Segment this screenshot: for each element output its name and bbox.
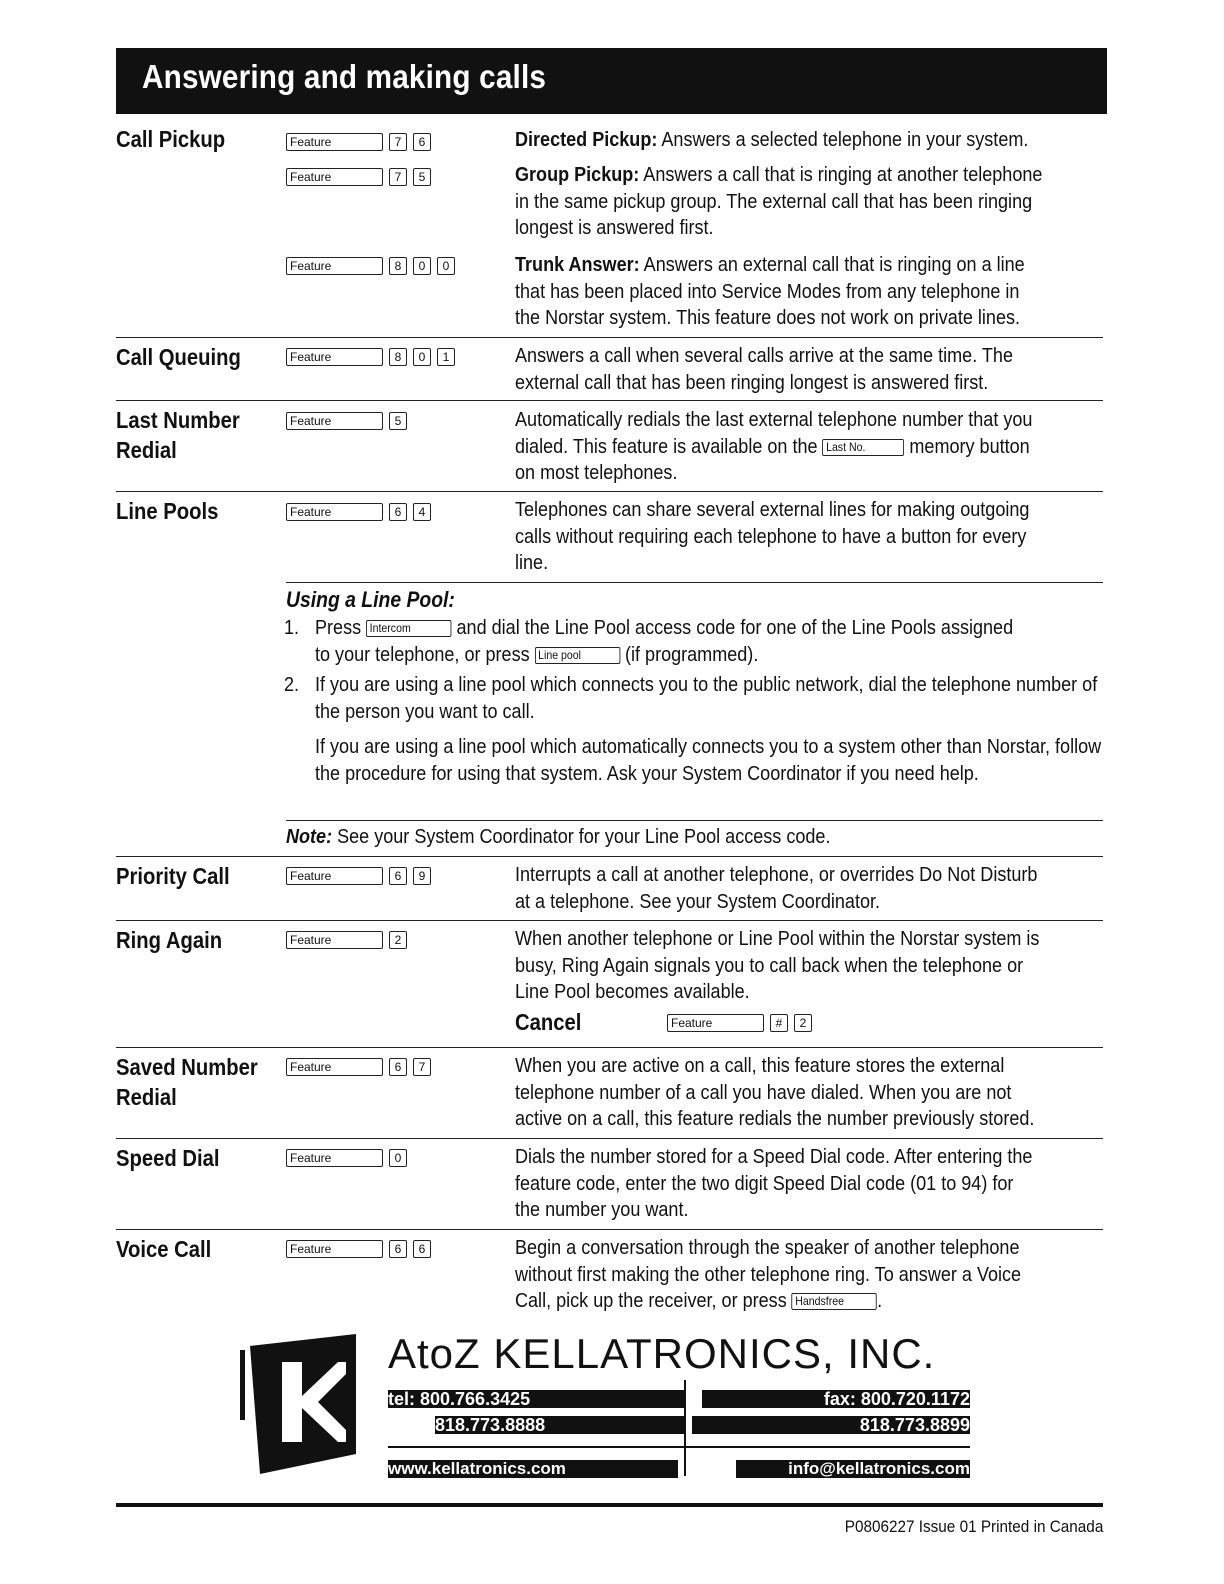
intercom-button: Intercom xyxy=(366,620,451,637)
feature-key: Feature xyxy=(286,348,383,366)
feature-key: Feature xyxy=(286,133,383,151)
divider xyxy=(116,400,1103,401)
line-pools-keys xyxy=(286,502,431,522)
saved-number-redial-label: Saved Number Redial xyxy=(116,1054,258,1110)
digit-key: 9 xyxy=(413,867,431,885)
feature-key: Feature xyxy=(286,867,383,885)
feature-key: Feature xyxy=(286,1240,383,1258)
fax-2: 818.773.8899 xyxy=(692,1416,970,1434)
saved-number-redial-keys xyxy=(286,1057,431,1077)
digit-key: 6 xyxy=(389,1240,407,1258)
divider xyxy=(116,1229,1103,1230)
handsfree-button: Handsfree xyxy=(792,1293,877,1310)
call-queuing-label: Call Queuing xyxy=(116,344,241,370)
divider xyxy=(116,1047,1103,1048)
speed-dial-keys xyxy=(286,1148,407,1168)
step-1: Press Intercom and dial the Line Pool access code for one of the Line Pools assigned xyxy=(315,616,1014,639)
website-link[interactable]: www.kellatronics.com xyxy=(388,1460,678,1478)
group-pickup-desc: Group Pickup: Answers a call that is ringing at another telephone in the same pickup group. The external call that has been ringing longest is answered first. xyxy=(515,163,1043,239)
feature-key: Feature xyxy=(286,257,383,275)
step-2-number: 2. xyxy=(284,673,300,696)
feature-key: Feature xyxy=(286,1058,383,1076)
digit-key: 2 xyxy=(389,931,407,949)
step-2: If you are using a line pool which connects you to the public network, dial the telephone number of the person you want to call. xyxy=(315,673,1098,723)
call-pickup-label: Call Pickup xyxy=(116,126,226,152)
digit-key: 8 xyxy=(389,348,407,366)
speed-dial-label: Speed Dial xyxy=(116,1145,220,1171)
digit-key: 8 xyxy=(389,257,407,275)
feature-key: Feature xyxy=(286,168,383,186)
ring-again-desc: When another telephone or Line Pool within the Norstar system is busy, Ring Again signals you to call back when the telephone or Line Pool becomes available. xyxy=(515,927,1040,1003)
ad-divider xyxy=(388,1446,970,1448)
digit-key: 6 xyxy=(389,503,407,521)
digit-key: 7 xyxy=(389,133,407,151)
page-title: Answering and making calls xyxy=(142,58,547,95)
line-pool-note: Note: See your System Coordinator for your Line Pool access code. xyxy=(286,825,831,848)
fax-1: fax: 800.720.1172 xyxy=(702,1390,970,1408)
cancel-keys xyxy=(667,1013,812,1033)
hash-key: # xyxy=(770,1014,788,1032)
feature-key: Feature xyxy=(286,931,383,949)
step-1-number: 1. xyxy=(284,616,300,639)
priority-call-keys xyxy=(286,866,431,886)
last-number-redial-desc: Automatically redials the last external telephone number that you dialed. This feature is available on the Last No. memory button on most telephones. xyxy=(515,408,1033,484)
digit-key: 0 xyxy=(389,1149,407,1167)
ad-vertical-divider xyxy=(684,1380,686,1476)
voice-call-desc: Begin a conversation through the speaker of another telephone without first making the other telephone ring. To answer a Voice Call, pick up the receiver, or press Handsfree . xyxy=(515,1236,1022,1312)
ring-again-keys xyxy=(286,930,407,950)
call-pickup-keys-2 xyxy=(286,167,431,187)
priority-call-desc: Interrupts a call at another telephone, or overrides Do Not Disturb at a telephone. See your System Coordinator. xyxy=(515,863,1038,913)
step-2b: If you are using a line pool which automatically connects you to a system other than Norstar, follow the procedure for using that system. Ask your System Coordinator if you need help. xyxy=(315,735,1102,785)
email-link[interactable]: info@kellatronics.com xyxy=(736,1460,970,1478)
ring-again-label: Ring Again xyxy=(116,927,223,953)
digit-key: 1 xyxy=(437,348,455,366)
divider xyxy=(116,491,1103,492)
call-queuing-keys xyxy=(286,347,455,367)
feature-key: Feature xyxy=(667,1014,764,1032)
divider xyxy=(116,856,1103,857)
digit-key: 6 xyxy=(413,1240,431,1258)
tel-1: tel: 800.766.3425 xyxy=(388,1390,684,1408)
divider xyxy=(116,337,1103,338)
step-1-cont: to your telephone, or press Line pool (if programmed). xyxy=(315,643,759,666)
digit-key: 6 xyxy=(413,133,431,151)
divider xyxy=(286,582,1103,583)
call-queuing-desc: Answers a call when several calls arrive at the same time. The external call that has been ringing longest is answered first. xyxy=(515,344,1013,394)
last-number-redial-keys xyxy=(286,411,407,431)
divider xyxy=(286,820,1103,821)
digit-key: 0 xyxy=(413,257,431,275)
last-number-redial-label: Last Number Redial xyxy=(116,407,240,463)
priority-call-label: Priority Call xyxy=(116,863,230,889)
call-pickup-keys-1 xyxy=(286,132,431,152)
digit-key: 6 xyxy=(389,1058,407,1076)
saved-number-redial-desc: When you are active on a call, this feature stores the external telephone number of a call you have dialed. When you are not active on a call, this feature redials the number previously stored. xyxy=(515,1054,1035,1130)
speed-dial-desc: Dials the number stored for a Speed Dial code. After entering the feature code, enter the two digit Speed Dial code (01 to 94) for the number you want. xyxy=(515,1145,1033,1221)
line-pools-label: Line Pools xyxy=(116,498,219,524)
digit-key: 5 xyxy=(389,412,407,430)
voice-call-label: Voice Call xyxy=(116,1236,212,1262)
divider xyxy=(116,920,1103,921)
digit-key: 4 xyxy=(413,503,431,521)
kellatronics-k-logo xyxy=(238,1334,363,1476)
divider xyxy=(116,1138,1103,1139)
feature-key: Feature xyxy=(286,1149,383,1167)
last-no-button: Last No. xyxy=(823,439,905,456)
digit-key: 7 xyxy=(413,1058,431,1076)
call-pickup-keys-3 xyxy=(286,256,455,276)
line-pools-desc: Telephones can share several external lines for making outgoing calls without requiring each telephone to have a button for every line. xyxy=(515,498,1030,574)
footer-text: P0806227 Issue 01 Printed in Canada xyxy=(844,1517,1103,1536)
line-pool-button: Line pool xyxy=(535,647,620,664)
cancel-label: Cancel xyxy=(515,1009,582,1035)
feature-key: Feature xyxy=(286,412,383,430)
digit-key: 0 xyxy=(437,257,455,275)
digit-key: 0 xyxy=(413,348,431,366)
tel-2: 818.773.8888 xyxy=(435,1416,684,1434)
feature-key: Feature xyxy=(286,503,383,521)
using-line-pool-title: Using a Line Pool: xyxy=(286,587,455,612)
company-name: AtoZ KELLATRONICS, INC. xyxy=(388,1330,936,1377)
footer-rule xyxy=(116,1503,1103,1507)
digit-key: 5 xyxy=(413,168,431,186)
digit-key: 2 xyxy=(794,1014,812,1032)
digit-key: 6 xyxy=(389,867,407,885)
trunk-answer-desc: Trunk Answer: Answers an external call that is ringing on a line that has been placed into Service Modes from any telephone in the Norstar system. This feature does not work on private lines. xyxy=(515,253,1025,329)
voice-call-keys xyxy=(286,1239,431,1259)
digit-key: 7 xyxy=(389,168,407,186)
directed-pickup-desc: Directed Pickup: Answers a selected telephone in your system. xyxy=(515,128,1029,151)
